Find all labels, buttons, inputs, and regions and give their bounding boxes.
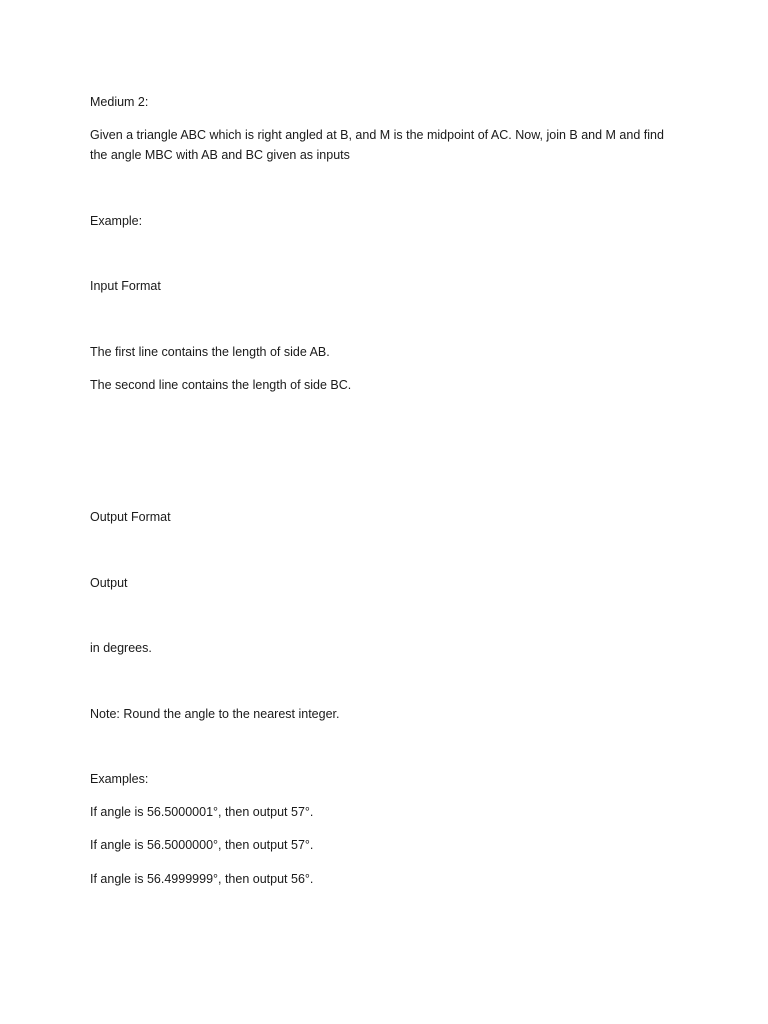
- problem-statement-line-1: Given a triangle ABC which is right angled at B, and M is the midpoint of AC. Now, join B and M and find: [90, 128, 664, 142]
- input-description-line-2: The second line contains the length of side BC.: [90, 378, 352, 392]
- example-item: If angle is 56.5000000°, then output 57°.: [90, 838, 314, 852]
- rounding-note: Note: Round the angle to the nearest integer.: [90, 707, 340, 721]
- output-format-label: Output Format: [90, 510, 171, 524]
- input-description-line-1: The first line contains the length of side AB.: [90, 345, 330, 359]
- example-item: If angle is 56.5000001°, then output 57°.: [90, 805, 314, 819]
- output-label: Output: [90, 576, 128, 590]
- example-label: Example:: [90, 214, 143, 228]
- problem-statement-line-2: the angle MBC with AB and BC given as inputs: [90, 148, 350, 162]
- examples-label: Examples:: [90, 772, 149, 786]
- section-heading: Medium 2:: [90, 95, 149, 109]
- input-format-label: Input Format: [90, 279, 161, 293]
- example-item: If angle is 56.4999999°, then output 56°.: [90, 872, 314, 886]
- output-description: in degrees.: [90, 641, 152, 655]
